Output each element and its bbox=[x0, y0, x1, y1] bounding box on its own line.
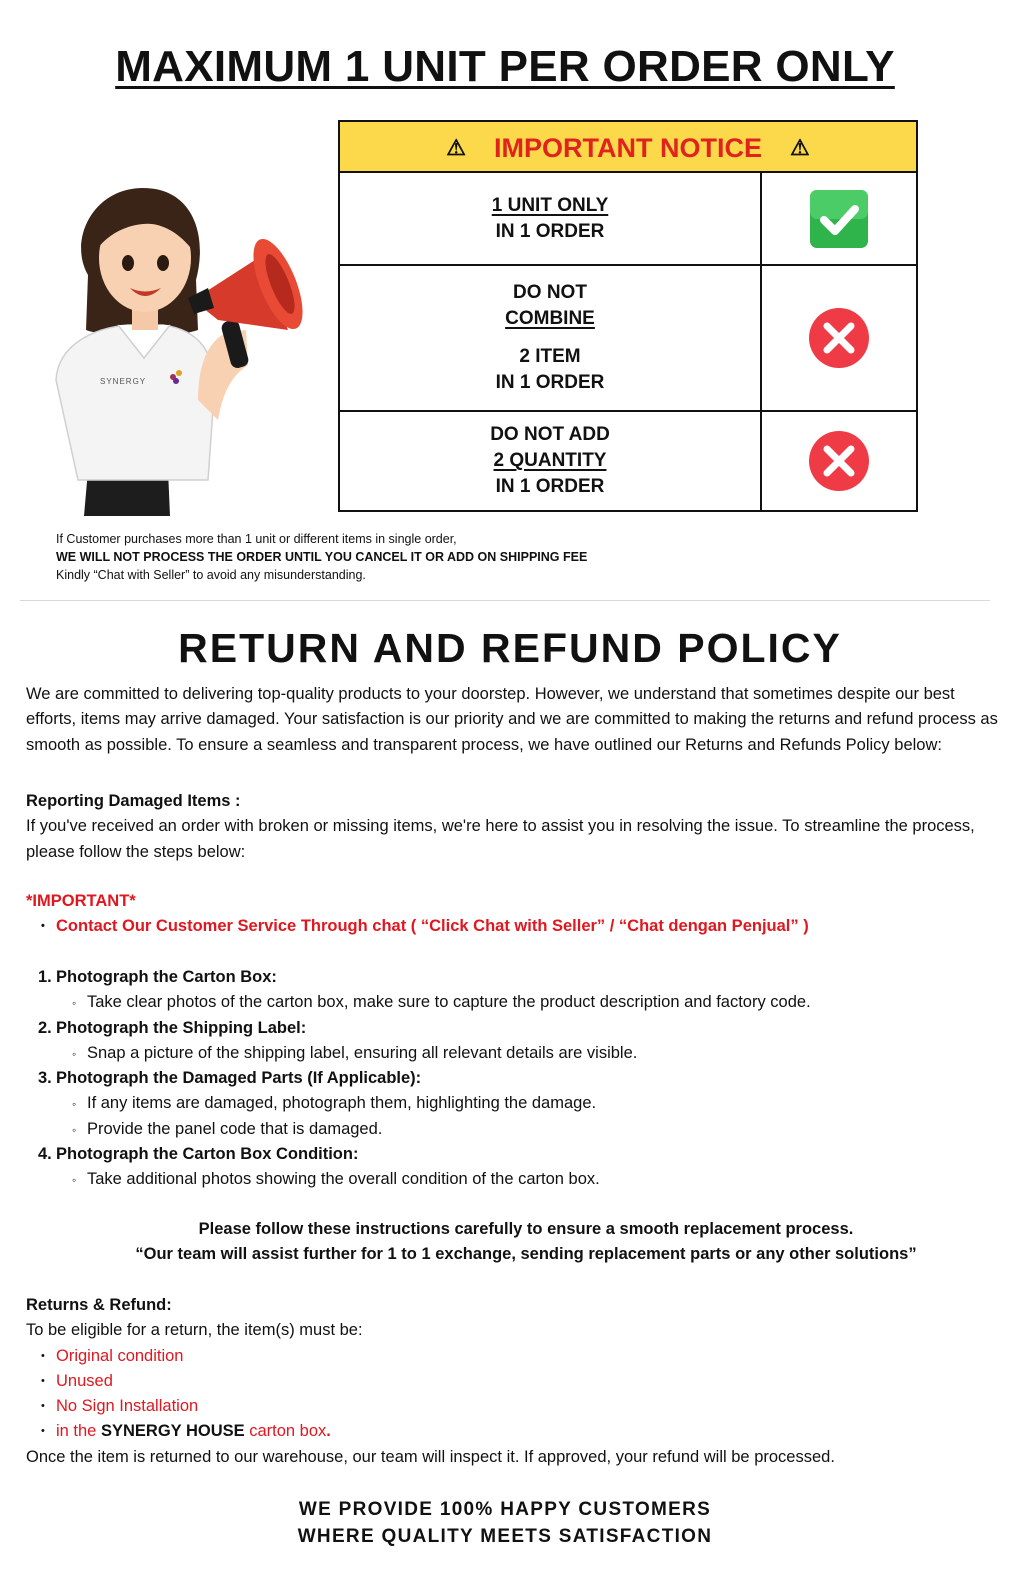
note-line-bold: WE WILL NOT PROCESS THE ORDER UNTIL YOU CANCEL IT OR ADD ON SHIPPING FEE bbox=[56, 550, 588, 564]
note-line: If Customer purchases more than 1 unit or different items in single order, bbox=[56, 532, 457, 546]
notice-line: COMBINE bbox=[505, 308, 595, 329]
notice-line: DO NOT bbox=[513, 282, 587, 303]
order-warning-note bbox=[56, 530, 587, 584]
return-condition: • Unused bbox=[26, 1369, 1006, 1394]
returns-section bbox=[26, 1293, 1006, 1470]
return-condition: • in the SYNERGY HOUSE carton box. bbox=[26, 1419, 1006, 1444]
step-title: 4. Photograph the Carton Box Condition: bbox=[38, 1145, 359, 1164]
notice-row-status bbox=[762, 266, 916, 410]
notice-row-text bbox=[340, 266, 762, 410]
damaged-items-section bbox=[26, 789, 1006, 865]
notice-row bbox=[340, 412, 916, 510]
important-notice-table bbox=[338, 120, 918, 512]
step-title: 1. Photograph the Carton Box: bbox=[38, 968, 277, 986]
notice-row-status bbox=[762, 173, 916, 264]
notice-line: DO NOT ADD bbox=[490, 424, 610, 445]
step-detail: ◦ If any items are damaged, photograph them, highlighting the damage. bbox=[26, 1091, 1006, 1116]
closing-line: Please follow these instructions carefully to ensure a smooth replacement process. bbox=[198, 1220, 854, 1238]
important-section bbox=[26, 889, 1006, 940]
closing-line: “Our team will assist further for 1 to 1 exchange, sending replacement parts or any other solutions” bbox=[135, 1245, 917, 1264]
shirt-logo: SYNERGY bbox=[100, 377, 147, 386]
notice-line: 1 UNIT ONLY bbox=[491, 194, 609, 216]
notice-header bbox=[340, 122, 916, 173]
return-condition: • Original condition bbox=[26, 1344, 1006, 1369]
damaged-heading: Reporting Damaged Items : bbox=[26, 792, 241, 810]
step-title: 3. Photograph the Damaged Parts (If Applicable): bbox=[38, 1069, 422, 1088]
notice-row-status bbox=[762, 412, 916, 510]
important-label: *IMPORTANT* bbox=[26, 892, 136, 910]
returns-text: To be eligible for a return, the item(s) must be: bbox=[26, 1321, 363, 1340]
cross-icon bbox=[808, 430, 870, 492]
notice-line: 2 ITEM bbox=[519, 346, 581, 367]
returns-final: Once the item is returned to our warehouse, our team will inspect it. If approved, your refund will be processed. bbox=[26, 1447, 835, 1466]
step-detail: ◦ Take clear photos of the carton box, make sure to capture the product description and factory code. bbox=[26, 990, 1006, 1015]
return-condition: • No Sign Installation bbox=[26, 1394, 1006, 1419]
step-title: 2. Photograph the Shipping Label: bbox=[38, 1018, 307, 1037]
notice-row-text bbox=[340, 173, 762, 264]
policy-intro: We are committed to delivering top-quality products to your doorstep. However, we understand that sometimes despite our best efforts, items may arrive damaged. Your satisfaction is our priority and we are committed to making the returns and refund process as smooth as possible. To ensure a seamless and transparent process, we have outlined our Returns and Refunds Policy below: bbox=[26, 685, 998, 754]
closing-instructions bbox=[36, 1217, 1016, 1268]
step-detail: ◦ Take additional photos showing the overall condition of the carton box. bbox=[26, 1167, 1006, 1192]
section-divider bbox=[20, 600, 990, 601]
check-icon bbox=[809, 189, 869, 249]
returns-heading: Returns & Refund: bbox=[26, 1296, 172, 1314]
page-title: MAXIMUM 1 UNIT PER ORDER ONLY bbox=[115, 42, 895, 91]
step-detail: ◦ Provide the panel code that is damaged. bbox=[26, 1117, 1006, 1142]
warning-icon: ⚠ bbox=[789, 135, 810, 160]
spokeswoman-illustration bbox=[48, 180, 330, 516]
notice-row bbox=[340, 266, 916, 412]
note-line: Kindly “Chat with Seller” to avoid any misunderstanding. bbox=[56, 568, 366, 582]
notice-line: IN 1 ORDER bbox=[495, 372, 605, 393]
notice-line: IN 1 ORDER bbox=[495, 220, 605, 242]
notice-row-text bbox=[340, 412, 762, 510]
notice-title: IMPORTANT NOTICE bbox=[494, 133, 762, 163]
contact-instruction: • Contact Our Customer Service Through chat ( “Click Chat with Seller” / “Chat dengan Penjual” ) bbox=[26, 914, 1006, 939]
cross-icon bbox=[808, 307, 870, 369]
warning-icon: ⚠ bbox=[446, 135, 466, 160]
step-detail: ◦ Snap a picture of the shipping label, ensuring all relevant details are visible. bbox=[26, 1041, 1006, 1066]
steps-list bbox=[26, 965, 1006, 1193]
policy-title: RETURN AND REFUND POLICY bbox=[178, 625, 842, 671]
footer-tagline bbox=[0, 1496, 1010, 1550]
notice-line: 2 QUANTITY bbox=[493, 450, 607, 471]
footer-line: WHERE QUALITY MEETS SATISFACTION bbox=[297, 1526, 713, 1547]
notice-line: IN 1 ORDER bbox=[495, 476, 605, 497]
footer-line: WE PROVIDE 100% HAPPY CUSTOMERS bbox=[298, 1499, 712, 1520]
damaged-text: If you've received an order with broken or missing items, we're here to assist you in resolving the issue. To streamline the process, please follow the steps below: bbox=[26, 817, 975, 861]
notice-row bbox=[340, 173, 916, 266]
